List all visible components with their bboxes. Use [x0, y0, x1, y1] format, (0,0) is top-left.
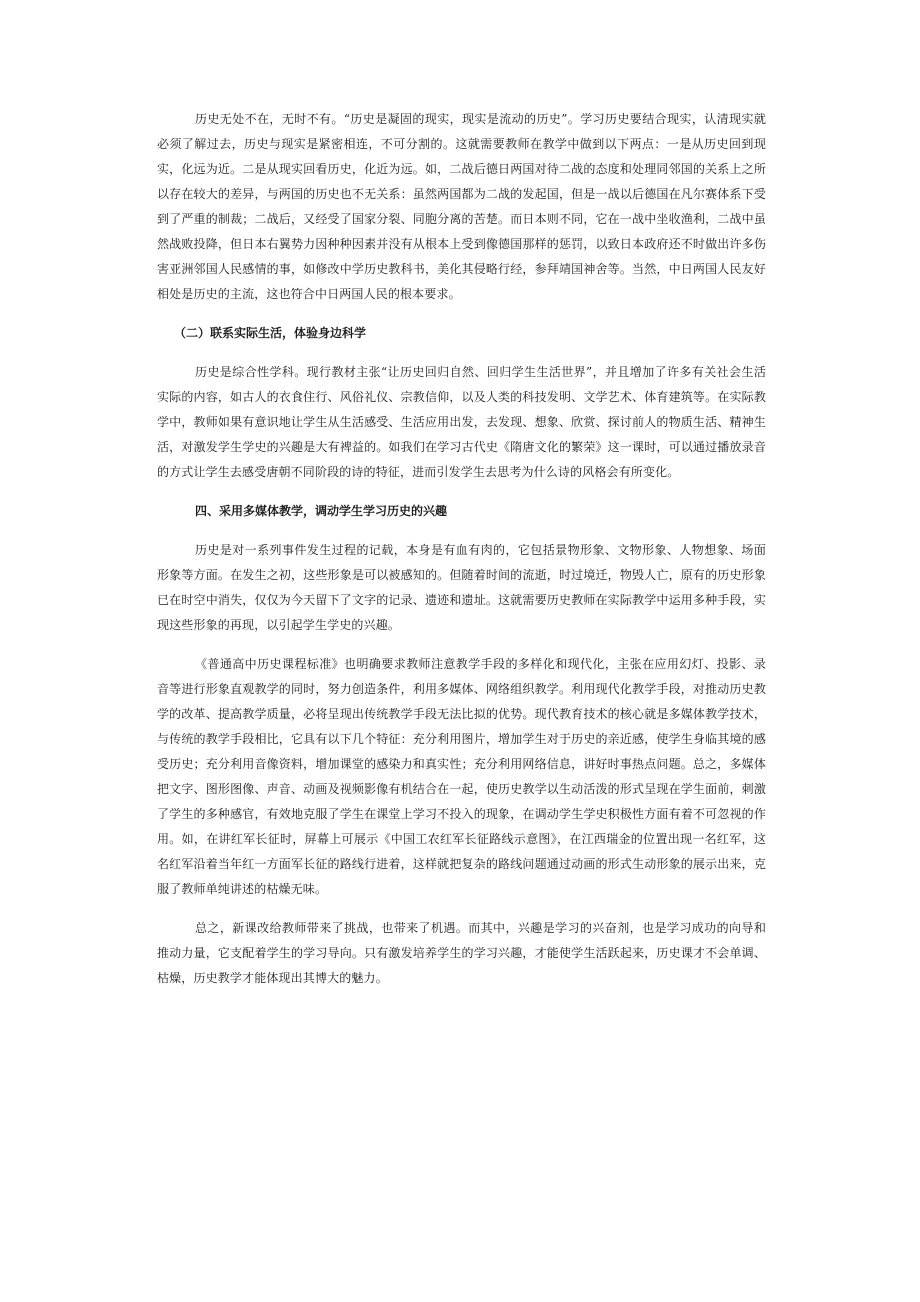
- document-page: [157, 107, 766, 1005]
- paragraph-curriculum-standard: 《普通高中历史课程标准》也明确要求教师注意教学手段的多样化和现代化，主张在应用幻灯、投影、录音等进行形象直观教学的同时，努力创造条件，利用多媒体、网络组织教学。利用现代化教学手段，对推动历史教学的改革、提高教学质量，必将呈现出传统教学手段无法比拟的优势。现代教育技术的核心就是多媒体教学技术，与传统的教学手段相比，它具有以下几个特征：充分利用图片，增加学生对于历史的亲近感，使学生身临其境的感受历史；充分利用音像资料，增加课堂的感染力和真实性；充分利用网络信息，讲好时事热点问题。总之，多媒体把文字、图形图像、声音、动画及视频影像有机结合在一起，使历史教学以生动活泼的形式呈现在学生面前，刺激了学生的多种感官，有效地克服了学生在课堂上学习不投入的现象，在调动学生学史积极性方面有着不可忽视的作用。如，在讲红军长征时，屏幕上可展示《中国工农红军长征路线示意图》，在江西瑞金的位置出现一名红军，这名红军沿着当年红一方面军长征的路线行进着，这样就把复杂的路线问题通过动画的形式生动形象的展示出来，克服了教师单纯讲述的枯燥无味。: [157, 657, 766, 896]
- section-heading-real-life: （二）联系实际生活，体验身边科学: [174, 326, 367, 340]
- section-heading-multimedia: 四、采用多媒体教学，调动学生学习历史的兴趣: [195, 504, 448, 518]
- paragraph-history-images: 历史是对一系列事件发生过程的记载，本身是有血有肉的，它包括景物形象、文物形象、人物想象、场面形象等方面。在发生之初，这些形象是可以被感知的。但随着时间的流逝，时过境迁，物毁人亡，原有的历史形象已在时空中消失，仅仅为今天留下了文字的记录、遗迹和遗址。这就需要历史教师在实际教学中运用多种手段，实现这些形象的再现，以引起学生学史的兴趣。: [157, 543, 766, 632]
- paragraph-history-and-reality: 历史无处不在，无时不有。“历史是凝固的现实，现实是流动的历史”。学习历史要结合现实，认清现实就必须了解过去，历史与现实是紧密相连，不可分割的。这就需要教师在教学中做到以下两点：一是从历史回到现实，化远为近。二是从现实回看历史，化近为远。如，二战后德日两国对待二战的态度和处理同邻国的关系上之所以存在较大的差异，与两国的历史也不无关系：虽然两国都为二战的发起国，但是一战以后德国在凡尔赛体系下受到了严重的制裁；二战后，又经受了国家分裂、同胞分离的苦楚。而日本则不同，它在一战中坐收渔利，二战中虽然战败投降，但日本右翼势力因种种因素并没有从根本上受到像德国那样的惩罚，以致日本政府还不时做出许多伤害亚洲邻国人民感情的事，如修改中学历史教科书，美化其侵略行经，参拜靖国神舍等。当然，中日两国人民友好相处是历史的主流，这也符合中日两国人民的根本要求。: [157, 112, 766, 301]
- paragraph-comprehensive-subject: 历史是综合性学科。现行教材主张“让历史回归自然、回归学生生活世界”，并且增加了许多有关社会生活实际的内容，如古人的衣食住行、风俗礼仪、宗教信仰，以及人类的科技发明、文学艺术、体育建筑等。在实际教学中，教师如果有意识地让学生从生活感受、生活应用出发，去发现、想象、欣赏、探讨前人的物质生活、精神生活，对激发学生学史的兴趣是大有裨益的。如我们在学习古代史《隋唐文化的繁荣》这一课时，可以通过播放录音的方式让学生去感受唐朝不同阶段的诗的特征，进而引发学生去思考为什么诗的风格会有所变化。: [157, 365, 766, 479]
- paragraph-conclusion: 总之，新课改给教师带来了挑战，也带来了机遇。而其中，兴趣是学习的兴奋剂，也是学习成功的向导和推动力量，它支配着学生的学习导向。只有激发培养学生的学习兴趣，才能使学生活跃起来，历史课才不会单调、枯燥，历史教学才能体现出其博大的魅力。: [157, 921, 766, 985]
